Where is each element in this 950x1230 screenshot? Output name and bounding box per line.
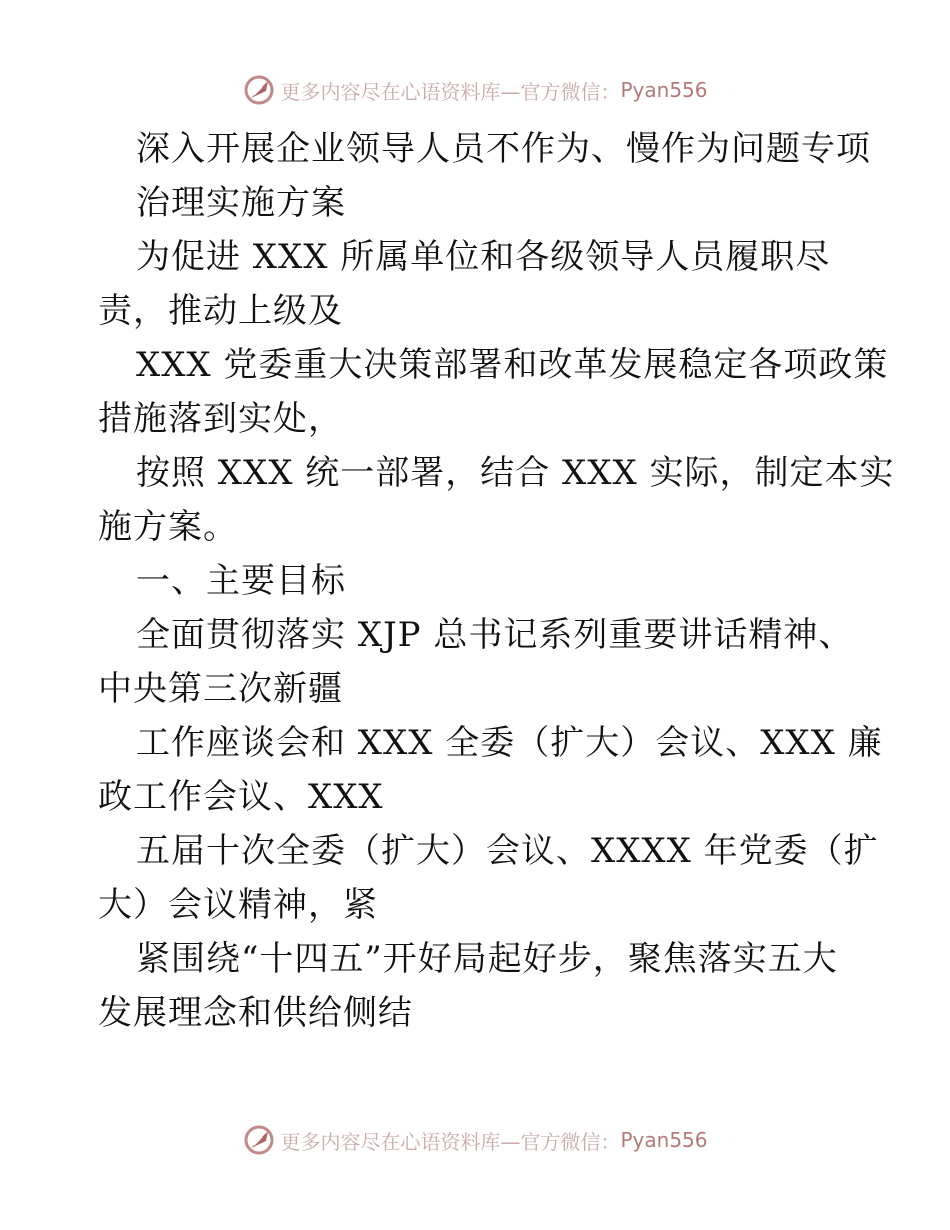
watermark-wechat-id: Pyan556 xyxy=(620,1128,708,1152)
text-line: 工作座谈会和 XXX 全委（扩大）会议、XXX 廉 xyxy=(136,723,883,763)
watermark-wechat-id: Pyan556 xyxy=(620,78,708,102)
text-line: 措施落到实处， xyxy=(98,399,343,439)
text-line: 政工作会议、XXX xyxy=(98,777,384,817)
text-line: 治理实施方案 xyxy=(136,183,346,223)
watermark-header xyxy=(0,70,950,110)
text-line: 按照 XXX 统一部署，结合 XXX 实际，制定本实 xyxy=(136,453,895,493)
text-line: 五届十次全委（扩大）会议、XXXX 年党委（扩 xyxy=(136,831,879,871)
text-line: 为促进 XXX 所属单位和各级领导人员履职尽 xyxy=(136,237,831,277)
text-line: 紧围绕“十四五”开好局起好步，聚焦落实五大 xyxy=(136,939,838,979)
watermark-wechat-label: 官方微信： xyxy=(520,1129,621,1154)
text-line: XXX 党委重大决策部署和改革发展稳定各项政策 xyxy=(136,345,889,385)
quill-logo-icon xyxy=(242,1123,276,1157)
watermark-site-text: 更多内容尽在心语资料库— xyxy=(280,1129,521,1154)
text-line: 深入开展企业领导人员不作为、慢作为问题专项 xyxy=(136,129,871,169)
text-line: 施方案。 xyxy=(98,507,238,547)
text-line: 全面贯彻落实 XJP 总书记系列重要讲话精神、 xyxy=(136,615,854,655)
text-line: 发展理念和供给侧结 xyxy=(98,993,413,1033)
quill-logo-icon xyxy=(242,73,276,107)
document-body xyxy=(98,122,895,1040)
text-line: 责，推动上级及 xyxy=(98,291,343,331)
watermark-site-text: 更多内容尽在心语资料库— xyxy=(280,79,521,104)
text-line: 大）会议精神，紧 xyxy=(98,885,378,925)
watermark-wechat-label: 官方微信： xyxy=(520,79,621,104)
text-line: 中央第三次新疆 xyxy=(98,669,343,709)
watermark-footer xyxy=(0,1120,950,1160)
text-line: 一、主要目标 xyxy=(136,561,346,601)
